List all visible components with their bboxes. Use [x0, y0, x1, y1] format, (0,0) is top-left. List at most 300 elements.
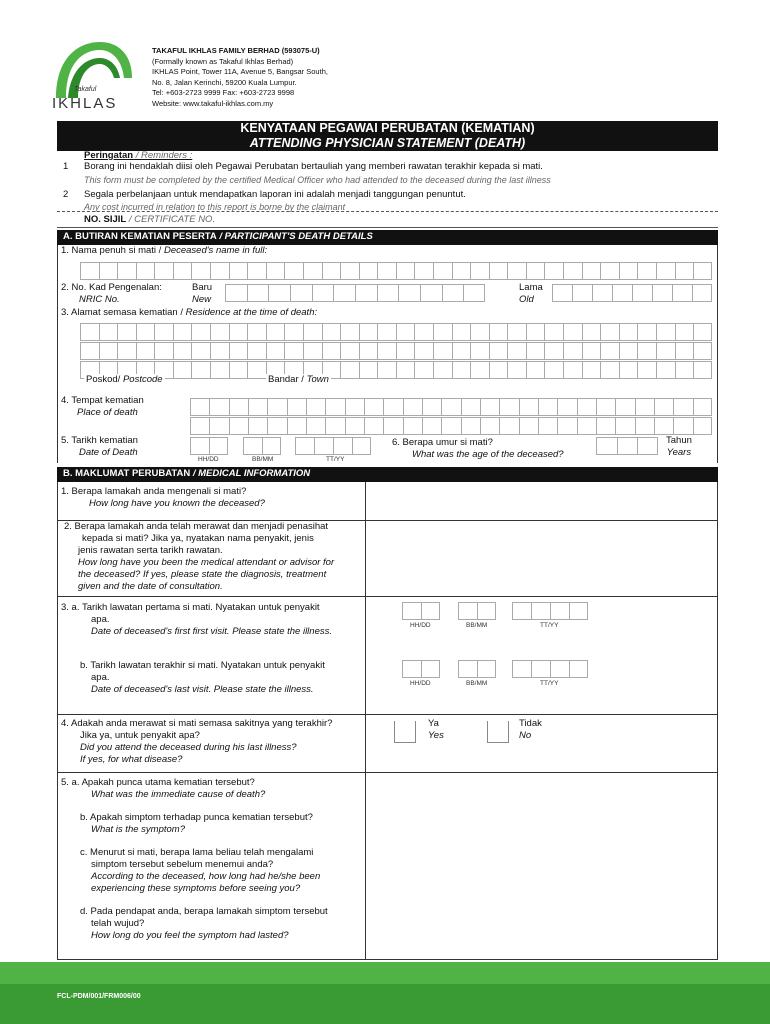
input-cell[interactable]: [267, 417, 286, 435]
input-cell[interactable]: [99, 262, 118, 280]
section-a-title-malay: A. BUTIRAN KEMATIAN PESERTA: [63, 231, 217, 242]
input-cell[interactable]: [531, 660, 550, 678]
input-cell[interactable]: [364, 398, 383, 416]
last-visit-month-input[interactable]: [458, 660, 496, 678]
yes-label-malay: Ya: [428, 718, 439, 729]
reminders-heading-malay: Peringatan: [84, 150, 134, 161]
input-cell[interactable]: [396, 342, 415, 360]
input-cell[interactable]: [136, 323, 155, 341]
input-cell[interactable]: [359, 262, 378, 280]
form-title-malay: KENYATAAN PEGAWAI PERUBATAN (KEMATIAN): [240, 121, 535, 135]
treatment-english-1: How long have you been the medical attendant or advisor for: [78, 557, 335, 568]
input-cell[interactable]: [117, 342, 136, 360]
last-visit-english: Date of deceased's last visit. Please state the illness.: [91, 684, 314, 695]
input-cell[interactable]: [247, 323, 266, 341]
input-cell[interactable]: [352, 437, 371, 455]
input-cell[interactable]: [154, 342, 173, 360]
input-cell[interactable]: [572, 284, 592, 302]
place-of-death-input-1[interactable]: [190, 398, 712, 416]
input-cell[interactable]: [600, 342, 619, 360]
nric-new-malay: Baru: [192, 282, 213, 293]
input-cell[interactable]: [569, 660, 588, 678]
input-cell[interactable]: [673, 398, 692, 416]
yes-checkbox[interactable]: [394, 721, 416, 743]
input-cell[interactable]: [507, 361, 526, 379]
input-cell[interactable]: [550, 602, 569, 620]
first-visit-day-input[interactable]: [402, 602, 440, 620]
age-input[interactable]: [596, 437, 658, 455]
input-cell[interactable]: [519, 417, 538, 435]
input-cell[interactable]: [191, 323, 210, 341]
company-website: Website: www.takaful-ikhlas.com.my: [152, 98, 274, 108]
section-b-title-malay: B. MAKLUMAT PERUBATAN: [63, 468, 191, 479]
symptom-duration-english-2: experiencing these symptoms before seeing you?: [91, 883, 301, 894]
input-cell[interactable]: [173, 323, 192, 341]
input-cell[interactable]: [383, 398, 402, 416]
known-duration-english: How long have you known the deceased?: [89, 498, 265, 509]
input-cell[interactable]: [433, 262, 452, 280]
input-cell[interactable]: [637, 437, 658, 455]
input-cell[interactable]: [557, 417, 576, 435]
input-cell[interactable]: [656, 361, 675, 379]
input-cell[interactable]: [452, 262, 471, 280]
input-cell[interactable]: [563, 262, 582, 280]
last-illness-line-2: Jika ya, untuk penyakit apa?: [80, 730, 200, 741]
residence-input-line-3[interactable]: [80, 361, 712, 379]
input-cell[interactable]: [632, 284, 652, 302]
input-cell[interactable]: [287, 417, 306, 435]
input-cell[interactable]: [312, 284, 334, 302]
first-visit-yy-hint: TT/YY: [540, 622, 559, 629]
input-cell[interactable]: [615, 398, 634, 416]
input-cell[interactable]: [600, 262, 619, 280]
input-cell[interactable]: [414, 262, 433, 280]
input-cell[interactable]: [303, 342, 322, 360]
input-cell[interactable]: [191, 262, 210, 280]
known-duration-answer[interactable]: [366, 483, 717, 520]
input-cell[interactable]: [507, 323, 526, 341]
input-cell[interactable]: [173, 262, 192, 280]
input-cell[interactable]: [287, 398, 306, 416]
first-visit-question: [61, 602, 332, 638]
input-cell[interactable]: [229, 417, 248, 435]
input-cell[interactable]: [452, 323, 471, 341]
input-cell[interactable]: [619, 323, 638, 341]
date-of-death-month-input[interactable]: [243, 437, 281, 455]
input-cell[interactable]: [333, 284, 355, 302]
input-cell[interactable]: [322, 323, 341, 341]
input-cell[interactable]: [441, 398, 460, 416]
input-cell[interactable]: [154, 323, 173, 341]
input-cell[interactable]: [295, 437, 314, 455]
input-cell[interactable]: [596, 398, 615, 416]
input-cell[interactable]: [325, 398, 344, 416]
footer-green-band-bottom: [0, 984, 770, 1024]
known-duration-question: [61, 486, 265, 510]
input-cell[interactable]: [461, 398, 480, 416]
input-cell[interactable]: [284, 323, 303, 341]
input-cell[interactable]: [693, 342, 712, 360]
input-cell[interactable]: [577, 398, 596, 416]
input-cell[interactable]: [396, 361, 415, 379]
input-cell[interactable]: [470, 262, 489, 280]
input-cell[interactable]: [531, 602, 550, 620]
input-cell[interactable]: [637, 361, 656, 379]
input-cell[interactable]: [526, 361, 545, 379]
input-cell[interactable]: [340, 262, 359, 280]
input-cell[interactable]: [340, 361, 359, 379]
cause-english: What was the immediate cause of death?: [91, 789, 266, 800]
age-unit-label: [666, 435, 692, 459]
date-of-death-english: Date of Death: [79, 447, 138, 458]
input-cell[interactable]: [433, 342, 452, 360]
input-cell[interactable]: [458, 602, 477, 620]
date-of-death-malay: 5. Tarikh kematian: [61, 435, 138, 446]
input-cell[interactable]: [190, 398, 209, 416]
input-cell[interactable]: [248, 417, 267, 435]
input-cell[interactable]: [396, 323, 415, 341]
input-cell[interactable]: [225, 284, 247, 302]
input-cell[interactable]: [229, 361, 248, 379]
input-cell[interactable]: [477, 602, 496, 620]
input-cell[interactable]: [461, 417, 480, 435]
input-cell[interactable]: [507, 262, 526, 280]
input-cell[interactable]: [364, 417, 383, 435]
input-cell[interactable]: [675, 342, 694, 360]
input-cell[interactable]: [693, 361, 712, 379]
row-divider-2: [57, 596, 718, 597]
first-visit-dd-hint: HH/DD: [410, 622, 431, 629]
input-cell[interactable]: [652, 284, 672, 302]
input-cell[interactable]: [582, 323, 601, 341]
input-cell[interactable]: [322, 342, 341, 360]
input-cell[interactable]: [489, 262, 508, 280]
input-cell[interactable]: [209, 437, 228, 455]
cause-malay: 5. a. Apakah punca utama kematian tersebut?: [61, 777, 255, 788]
input-cell[interactable]: [262, 437, 281, 455]
input-cell[interactable]: [654, 398, 673, 416]
input-cell[interactable]: [243, 437, 262, 455]
input-cell[interactable]: [499, 398, 518, 416]
input-cell[interactable]: [480, 398, 499, 416]
input-cell[interactable]: [656, 262, 675, 280]
input-cell[interactable]: [489, 323, 508, 341]
input-cell[interactable]: [359, 361, 378, 379]
input-cell[interactable]: [672, 284, 692, 302]
input-cell[interactable]: [80, 342, 99, 360]
input-cell[interactable]: [210, 262, 229, 280]
input-cell[interactable]: [403, 398, 422, 416]
input-cell[interactable]: [421, 660, 440, 678]
input-cell[interactable]: [377, 361, 396, 379]
input-cell[interactable]: [592, 284, 612, 302]
input-cell[interactable]: [402, 602, 421, 620]
input-cell[interactable]: [402, 660, 421, 678]
input-cell[interactable]: [512, 602, 531, 620]
input-cell[interactable]: [136, 342, 155, 360]
treatment-duration-answer[interactable]: [366, 521, 717, 596]
input-cell[interactable]: [229, 342, 248, 360]
input-cell[interactable]: [266, 342, 285, 360]
input-cell[interactable]: [266, 323, 285, 341]
input-cell[interactable]: [637, 342, 656, 360]
input-cell[interactable]: [507, 342, 526, 360]
input-cell[interactable]: [600, 323, 619, 341]
input-cell[interactable]: [247, 361, 266, 379]
input-cell[interactable]: [470, 323, 489, 341]
input-cell[interactable]: [563, 342, 582, 360]
residence-label-english: Residence at the time of death:: [185, 307, 318, 318]
input-cell[interactable]: [414, 323, 433, 341]
residence-input-line-1[interactable]: [80, 323, 712, 341]
input-cell[interactable]: [619, 342, 638, 360]
input-cell[interactable]: [190, 437, 209, 455]
input-cell[interactable]: [359, 342, 378, 360]
input-cell[interactable]: [247, 284, 269, 302]
input-cell[interactable]: [314, 437, 333, 455]
input-cell[interactable]: [538, 398, 557, 416]
input-cell[interactable]: [673, 417, 692, 435]
input-cell[interactable]: [433, 323, 452, 341]
town-label-english: Town: [306, 374, 329, 385]
treatment-line-2: kepada si mati? Jika ya, nyatakan nama penyakit, jenis: [82, 533, 314, 544]
section-b-header: [57, 467, 718, 482]
input-cell[interactable]: [441, 417, 460, 435]
treatment-line-3: jenis rawatan serta tarikh rawatan.: [78, 545, 223, 556]
input-cell[interactable]: [637, 262, 656, 280]
input-cell[interactable]: [306, 398, 325, 416]
nric-new-english: New: [192, 294, 212, 305]
input-cell[interactable]: [635, 417, 654, 435]
input-cell[interactable]: [617, 437, 638, 455]
input-cell[interactable]: [421, 602, 440, 620]
input-cell[interactable]: [377, 323, 396, 341]
input-cell[interactable]: [190, 417, 209, 435]
input-cell[interactable]: [693, 398, 712, 416]
first-visit-year-input[interactable]: [512, 602, 588, 620]
input-cell[interactable]: [550, 660, 569, 678]
input-cell[interactable]: [422, 398, 441, 416]
first-visit-mm-hint: BB/MM: [466, 622, 488, 629]
input-cell[interactable]: [563, 361, 582, 379]
input-cell[interactable]: [210, 342, 229, 360]
residence-input-line-2[interactable]: [80, 342, 712, 360]
input-cell[interactable]: [247, 262, 266, 280]
input-cell[interactable]: [284, 262, 303, 280]
input-cell[interactable]: [268, 284, 290, 302]
input-cell[interactable]: [80, 262, 99, 280]
input-cell[interactable]: [345, 417, 364, 435]
last-illness-line-1: 4. Adakah anda merawat si mati semasa sakitnya yang terakhir?: [61, 718, 333, 729]
symptom-lasted-line-1: d. Pada pendapat anda, berapa lamakah simptom tersebut: [80, 906, 328, 917]
input-cell[interactable]: [267, 398, 286, 416]
input-cell[interactable]: [290, 284, 312, 302]
input-cell[interactable]: [210, 323, 229, 341]
input-cell[interactable]: [463, 284, 485, 302]
input-cell[interactable]: [656, 342, 675, 360]
input-cell[interactable]: [619, 262, 638, 280]
input-cell[interactable]: [377, 262, 396, 280]
input-cell[interactable]: [117, 262, 136, 280]
input-cell[interactable]: [398, 284, 420, 302]
input-cell[interactable]: [480, 417, 499, 435]
input-cell[interactable]: [355, 284, 377, 302]
nric-label-english: NRIC No.: [79, 294, 120, 305]
last-visit-year-input[interactable]: [512, 660, 588, 678]
cause-of-death-answer[interactable]: [366, 773, 717, 959]
input-cell[interactable]: [557, 398, 576, 416]
place-of-death-input-2[interactable]: [190, 417, 712, 435]
company-formerly: (Formally known as Takaful Ikhlas Berhad): [152, 56, 294, 66]
input-cell[interactable]: [489, 361, 508, 379]
input-cell[interactable]: [544, 323, 563, 341]
company-logo: [48, 38, 134, 114]
input-cell[interactable]: [552, 284, 572, 302]
input-cell[interactable]: [266, 262, 285, 280]
first-visit-month-input[interactable]: [458, 602, 496, 620]
input-cell[interactable]: [675, 361, 694, 379]
form-title: [57, 121, 718, 151]
input-cell[interactable]: [563, 323, 582, 341]
date-of-death-mm-hint: BB/MM: [252, 456, 274, 463]
input-cell[interactable]: [693, 417, 712, 435]
input-cell[interactable]: [136, 262, 155, 280]
treatment-english-3: given and the date of consultation.: [78, 581, 223, 592]
input-cell[interactable]: [544, 342, 563, 360]
input-cell[interactable]: [577, 417, 596, 435]
input-cell[interactable]: [377, 342, 396, 360]
input-cell[interactable]: [512, 660, 531, 678]
input-cell[interactable]: [345, 398, 364, 416]
age-label: [392, 437, 564, 461]
input-cell[interactable]: [303, 262, 322, 280]
input-cell[interactable]: [414, 342, 433, 360]
input-cell[interactable]: [619, 361, 638, 379]
input-cell[interactable]: [692, 284, 712, 302]
input-cell[interactable]: [210, 361, 229, 379]
input-cell[interactable]: [414, 361, 433, 379]
input-cell[interactable]: [693, 262, 712, 280]
input-cell[interactable]: [422, 417, 441, 435]
input-cell[interactable]: [191, 361, 210, 379]
input-cell[interactable]: [420, 284, 442, 302]
input-cell[interactable]: [306, 417, 325, 435]
no-checkbox[interactable]: [487, 721, 509, 743]
input-cell[interactable]: [284, 342, 303, 360]
input-cell[interactable]: [383, 417, 402, 435]
input-cell[interactable]: [340, 342, 359, 360]
input-cell[interactable]: [569, 602, 588, 620]
form-title-english: ATTENDING PHYSICIAN STATEMENT (DEATH): [249, 136, 526, 150]
input-cell[interactable]: [526, 323, 545, 341]
input-cell[interactable]: [582, 361, 601, 379]
input-cell[interactable]: [80, 323, 99, 341]
input-cell[interactable]: [99, 323, 118, 341]
input-cell[interactable]: [519, 398, 538, 416]
certificate-label: [84, 214, 215, 226]
input-cell[interactable]: [637, 323, 656, 341]
input-cell[interactable]: [499, 417, 518, 435]
input-cell[interactable]: [209, 417, 228, 435]
nric-label-malay: 2. No. Kad Pengenalan:: [61, 282, 162, 293]
nric-old-input[interactable]: [552, 284, 712, 302]
input-cell[interactable]: [229, 323, 248, 341]
row-divider-3: [57, 714, 718, 715]
input-cell[interactable]: [656, 323, 675, 341]
input-cell[interactable]: [693, 323, 712, 341]
input-cell[interactable]: [322, 262, 341, 280]
input-cell[interactable]: [173, 361, 192, 379]
input-cell[interactable]: [612, 284, 632, 302]
input-cell[interactable]: [458, 660, 477, 678]
input-cell[interactable]: [654, 417, 673, 435]
nric-new-input[interactable]: [225, 284, 485, 302]
input-cell[interactable]: [470, 342, 489, 360]
input-cell[interactable]: [229, 398, 248, 416]
input-cell[interactable]: [377, 284, 399, 302]
input-cell[interactable]: [229, 262, 248, 280]
input-cell[interactable]: [303, 323, 322, 341]
input-cell[interactable]: [173, 342, 192, 360]
input-cell[interactable]: [635, 398, 654, 416]
nric-new-label: [192, 282, 212, 306]
input-cell[interactable]: [248, 398, 267, 416]
last-visit-day-input[interactable]: [402, 660, 440, 678]
input-cell[interactable]: [396, 262, 415, 280]
input-cell[interactable]: [526, 342, 545, 360]
input-cell[interactable]: [325, 417, 344, 435]
input-cell[interactable]: [544, 262, 563, 280]
place-of-death-english: Place of death: [77, 407, 138, 418]
input-cell[interactable]: [359, 323, 378, 341]
input-cell[interactable]: [489, 342, 508, 360]
input-cell[interactable]: [403, 417, 422, 435]
input-cell[interactable]: [209, 398, 228, 416]
input-cell[interactable]: [582, 342, 601, 360]
input-cell[interactable]: [477, 660, 496, 678]
input-cell[interactable]: [333, 437, 352, 455]
input-cell[interactable]: [600, 361, 619, 379]
symptom-lasted-question: [80, 906, 328, 942]
input-cell[interactable]: [582, 262, 601, 280]
input-cell[interactable]: [470, 361, 489, 379]
input-cell[interactable]: [596, 437, 617, 455]
input-cell[interactable]: [675, 323, 694, 341]
input-cell[interactable]: [442, 284, 464, 302]
last-illness-english-2: If yes, for what disease?: [80, 754, 183, 765]
input-cell[interactable]: [340, 323, 359, 341]
input-cell[interactable]: [526, 262, 545, 280]
date-of-death-year-input[interactable]: [295, 437, 371, 455]
reminder-2-malay: Segala perbelanjaan untuk mendapatkan laporan ini adalah menjadi tanggungan penuntut.: [84, 189, 466, 200]
input-cell[interactable]: [154, 262, 173, 280]
input-cell[interactable]: [117, 323, 136, 341]
input-cell[interactable]: [544, 361, 563, 379]
input-cell[interactable]: [452, 342, 471, 360]
input-cell[interactable]: [615, 417, 634, 435]
input-cell[interactable]: [433, 361, 452, 379]
deceased-name-input[interactable]: [80, 262, 712, 280]
input-cell[interactable]: [452, 361, 471, 379]
input-cell[interactable]: [247, 342, 266, 360]
input-cell[interactable]: [596, 417, 615, 435]
input-cell[interactable]: [675, 262, 694, 280]
input-cell[interactable]: [538, 417, 557, 435]
input-cell[interactable]: [191, 342, 210, 360]
date-of-death-day-input[interactable]: [190, 437, 228, 455]
section-a-title-english: / PARTICIPANT'S DEATH DETAILS: [216, 231, 373, 242]
input-cell[interactable]: [99, 342, 118, 360]
